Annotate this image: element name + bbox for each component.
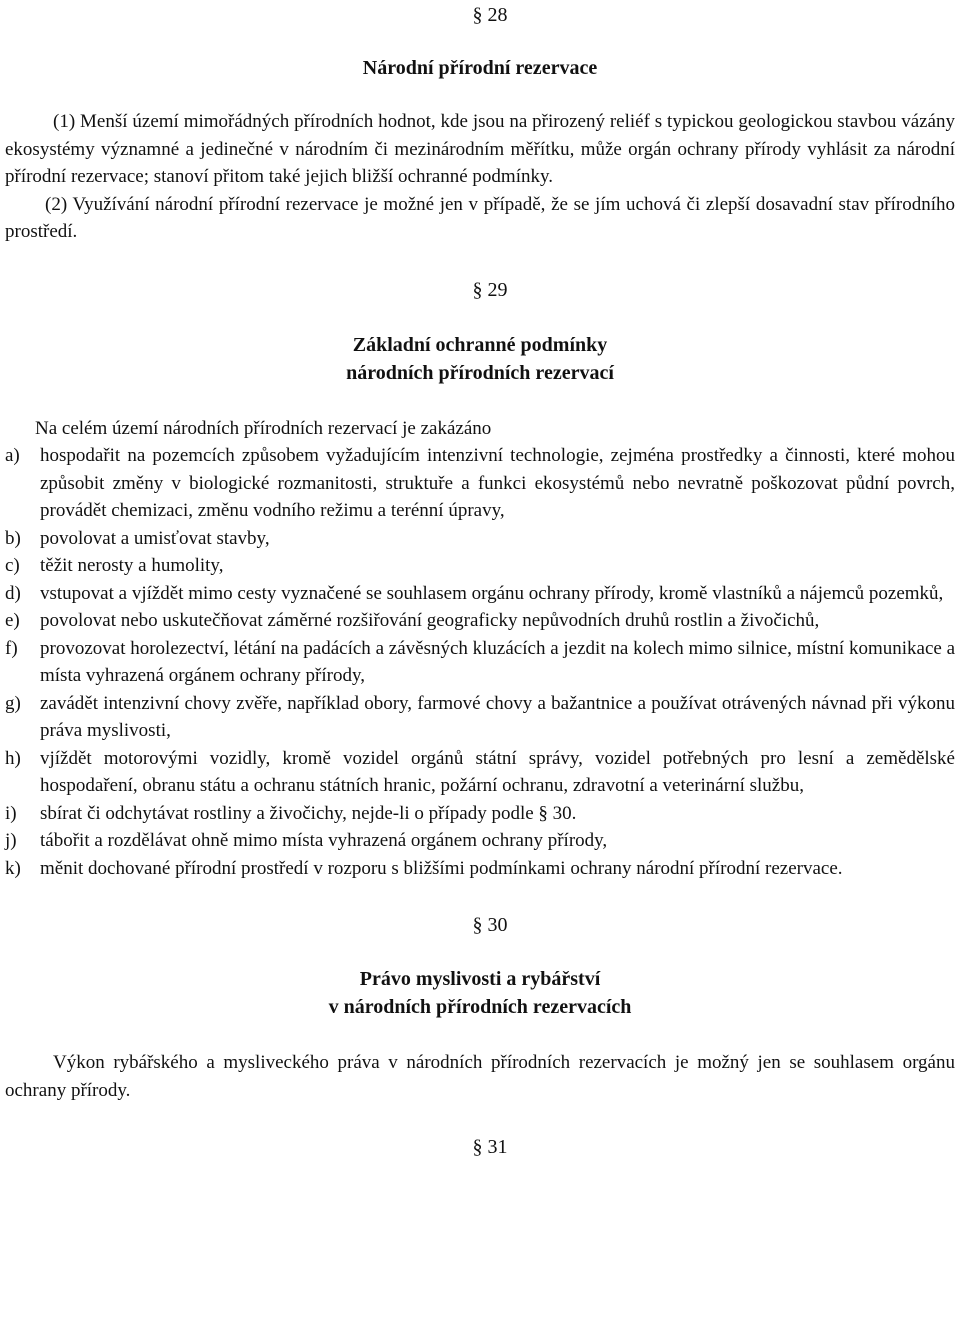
- section-30-title-line-1: Právo myslivosti a rybářství: [359, 968, 601, 990]
- section-31-number: § 31: [472, 1136, 508, 1158]
- list-item-marker: i): [5, 802, 17, 824]
- section-28-number: § 28: [472, 4, 508, 26]
- list-item-marker: j): [5, 830, 17, 851]
- list-item-marker: b): [5, 527, 21, 549]
- list-item-text: povolovat a umisťovat stavby,: [40, 527, 270, 549]
- list-item-marker: k): [5, 857, 21, 879]
- list-item-text: povolovat nebo uskutečňovat záměrné rozšiřování geograficky nepůvodních druhů rostlin a živočichů,: [40, 610, 820, 631]
- list-item-marker: g): [5, 692, 21, 714]
- list-item: [5, 552, 955, 580]
- list-item: [5, 827, 955, 855]
- list-item-text: vstupovat a vjíždět mimo cesty vyznačené se souhlasem orgánu ochrany přírody, kromě vlastníků a nájemců pozemků,: [40, 582, 944, 604]
- list-item: [5, 635, 955, 690]
- section-29-number: § 29: [472, 278, 508, 301]
- list-item-text: hospodařit na pozemcích způsobem vyžadujícím intenzivní technologie, zejména prostředky a činnosti, které mohou způsobit změny v biologické rozmanitosti, struktuře a funkci ekosystémů nebo nevratně poškozovat půdní povrch, provádět chemizaci, změnu vodního režimu a terénní úpravy,: [40, 445, 955, 521]
- list-item: [5, 745, 955, 800]
- list-item-marker: h): [5, 747, 21, 769]
- list-item-text: měnit dochované přírodní prostředí v rozporu s bližšími podmínkami ochrany národní přírodní rezervace.: [40, 857, 843, 879]
- section-28-paragraph-1: (1) Menší území mimořádných přírodních hodnot, kde jsou na přirozený reliéf s typickou geologickou stavbou vázány ekosystémy významné a jedinečné v národním či mezinárodním měřítku, může orgán ochrany přírody vyhlásit za národní přírodní rezervace; stanoví přitom také jejich bližší ochranné podmínky.: [5, 111, 955, 187]
- list-item-text: těžit nerosty a humolity,: [40, 555, 224, 576]
- list-item-text: provozovat horolezectví, létání na padácích a závěsných kluzácích a jezdit na kolech mimo silnice, místní komunikace a místa vyhrazená orgánem ochrany přírody,: [40, 637, 955, 686]
- list-item-marker: e): [5, 610, 20, 631]
- section-28-paragraph-2: (2) Využívání národní přírodní rezervace je možné jen v případě, že se jím uchová či zlepší dosavadní stav přírodního prostředí.: [5, 193, 955, 242]
- list-item: [5, 855, 955, 883]
- section-30-title-line-2: v národních přírodních rezervacích: [328, 996, 632, 1018]
- list-item-marker: f): [5, 637, 18, 659]
- list-item: [5, 800, 955, 828]
- list-item-marker: c): [5, 555, 20, 576]
- list-item: [5, 690, 955, 745]
- section-30-paragraph: Výkon rybářského a mysliveckého práva v národních přírodních rezervacích je možný jen se souhlasem orgánu ochrany přírody.: [5, 1052, 955, 1101]
- section-30-number: § 30: [472, 914, 508, 936]
- list-item: [5, 607, 955, 635]
- list-item: [5, 442, 955, 525]
- document-page: [5, 0, 955, 1162]
- list-item-text: vjíždět motorovými vozidly, kromě vozidel orgánů státní správy, vozidel potřebných pro lesní a zemědělské hospodaření, obranu státu a ochranu státních hranic, požární ochranu, zdravotní a veterinární službu,: [40, 747, 955, 796]
- list-item: [5, 525, 955, 553]
- section-29-title-line-1: Základní ochranné podmínky: [352, 333, 608, 356]
- list-item-text: zavádět intenzivní chovy zvěře, například obory, farmové chovy a bažantnice a používat otrávených návnad při výkonu práva myslivosti,: [40, 692, 955, 741]
- list-item: [5, 580, 955, 608]
- list-item-marker: d): [5, 582, 21, 604]
- section-28-title: Národní přírodní rezervace: [362, 57, 598, 79]
- list-item-text: tábořit a rozdělávat ohně mimo místa vyhrazená orgánem ochrany přírody,: [40, 830, 608, 851]
- list-item-marker: a): [5, 445, 20, 466]
- list-item-text: sbírat či odchytávat rostliny a živočichy, nejde-li o případy podle § 30.: [40, 802, 577, 824]
- section-29-title-line-2: národních přírodních rezervací: [346, 361, 614, 384]
- section-29-intro: Na celém území národních přírodních rezervací je zakázáno: [35, 417, 492, 439]
- prohibition-list: [5, 442, 955, 882]
